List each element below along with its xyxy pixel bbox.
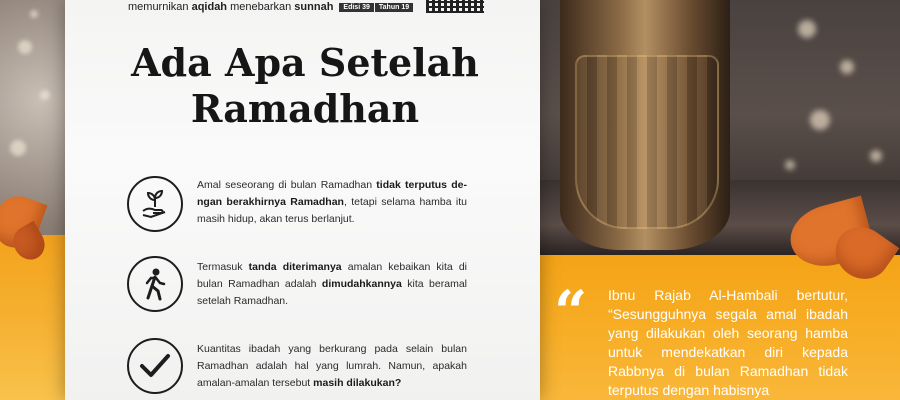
item-2-part-3: kita beramal setelah Ramadhan.: [197, 278, 467, 307]
item-2-part-2: amalan kebaikan kita di bulan Ramadhan adalah: [197, 261, 467, 290]
plant-hand-icon: [127, 176, 183, 232]
item-1-part-2: , tetapi selama hamba itu masih hidup, akan terus berlanjut.: [197, 196, 467, 225]
item-2-text: [197, 259, 467, 310]
title-line-1: Ada Apa Setelah: [131, 40, 479, 85]
item-3-text: [197, 341, 467, 392]
quote-text: Ibnu Rajab Al-Hambali bertutur, “Sesungguhnya segala amal ibadah yang dilakukan oleh seorang hamba untuk mendekatkan diri kepada Rabbnya di bulan Ramadhan tidak terputus dengan habisnya: [608, 287, 848, 398]
qr-code[interactable]: [426, 0, 484, 13]
edition-badge: Edisi 39: [339, 3, 373, 12]
year-badge: Tahun 19: [375, 3, 413, 12]
item-1-text: [197, 177, 467, 228]
tagline: [128, 1, 333, 13]
quote-mark-icon: “: [554, 278, 588, 346]
tagline-sunnah: sunnah: [294, 1, 334, 13]
item-1-bold: tidak terputus de-ngan berakhirnya Ramadhan: [197, 179, 467, 208]
lantern-ornament: [575, 55, 719, 229]
walking-person-icon: [127, 256, 183, 312]
tagline-prefix: memurnikan: [128, 1, 192, 13]
tagline-mid: menebarkan: [227, 1, 295, 13]
header-bar: [128, 0, 413, 14]
item-2-bold-1: tanda diterimanya: [248, 261, 342, 273]
item-2-bold-2: dimudahkannya: [321, 278, 402, 290]
checkmark-icon: [127, 338, 183, 394]
page-title: [120, 40, 490, 132]
item-3-part-1: Kuantitas ibadah yang berkurang pada selain bulan Ramadhan adalah hal yang lumrah. Namun, apakah amalan-amalan tersebut: [197, 343, 467, 389]
item-1-part-1: Amal seseorang di bulan Ramadhan: [197, 179, 377, 191]
tagline-aqidah: aqidah: [191, 1, 228, 13]
item-2-part-1: Termasuk: [197, 261, 249, 273]
item-3-bold: masih dilakukan?: [313, 377, 402, 389]
title-line-2: Ramadhan: [190, 86, 420, 131]
